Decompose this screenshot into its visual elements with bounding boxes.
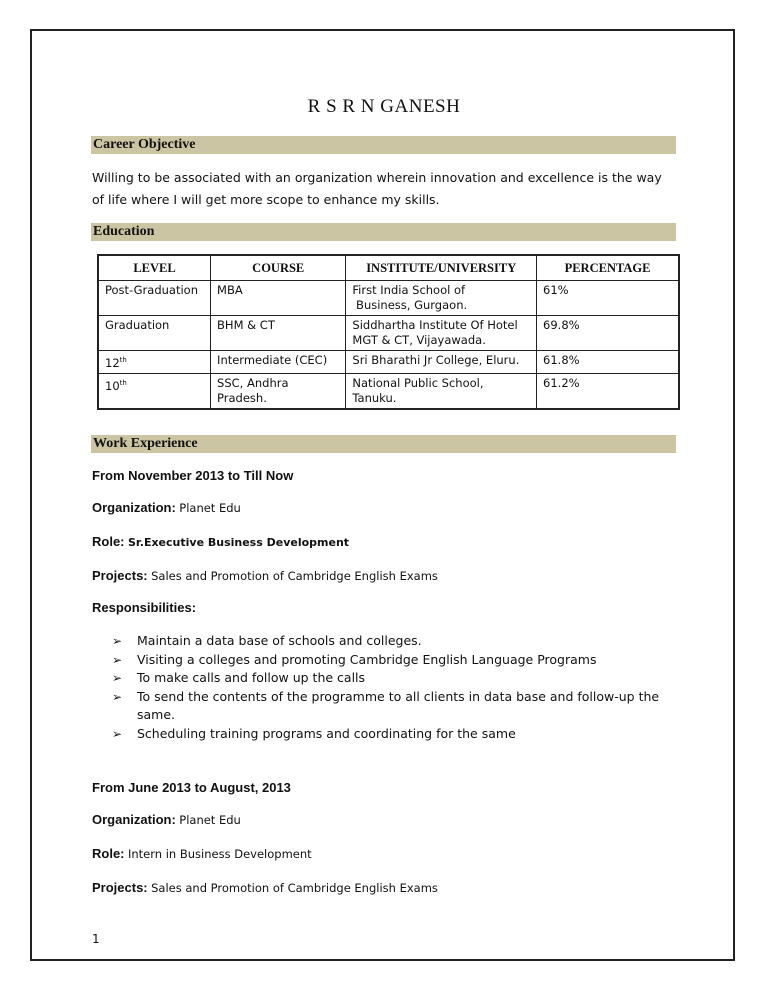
- institute-cell: First India School of Business, Gurgaon.: [346, 281, 537, 316]
- table-row: [98, 373, 679, 409]
- arrow-bullet-icon: ➢: [112, 652, 123, 667]
- percentage-cell: 61.2%: [537, 373, 679, 409]
- responsibilities-label: Responsibilities:: [92, 600, 197, 615]
- organization-label: Organization:: [92, 812, 176, 827]
- career-objective-heading: Career Objective: [91, 136, 676, 154]
- organization-value: Planet Edu: [179, 813, 241, 827]
- list-item: ➢ To send the contents of the programme to all clients in data base and follow-up the same.: [112, 688, 660, 722]
- job1-projects: [92, 568, 438, 583]
- col-header-level: LEVEL: [98, 255, 211, 281]
- level-cell: 10th: [98, 373, 211, 409]
- projects-value: Sales and Promotion of Cambridge English Exams: [151, 881, 438, 895]
- projects-label: Projects:: [92, 568, 148, 583]
- job1-role: [92, 534, 349, 549]
- level-cell: Post-Graduation: [98, 281, 211, 316]
- job2-projects: [92, 880, 438, 895]
- job1-period: From November 2013 to Till Now: [92, 468, 294, 483]
- job1-organization: [92, 500, 241, 515]
- list-item: ➢ Visiting a colleges and promoting Cambridge English Language Programs: [112, 651, 672, 670]
- institute-cell: National Public School, Tanuku.: [346, 373, 537, 409]
- col-header-institute: INSTITUTE/UNIVERSITY: [346, 255, 537, 281]
- education-table: [97, 254, 680, 410]
- projects-label: Projects:: [92, 880, 148, 895]
- list-item: ➢ Maintain a data base of schools and colleges.: [112, 632, 672, 651]
- percentage-cell: 61%: [537, 281, 679, 316]
- education-heading: Education: [91, 223, 676, 241]
- organization-label: Organization:: [92, 500, 176, 515]
- role-label: Role:: [92, 534, 125, 549]
- projects-value: Sales and Promotion of Cambridge English Exams: [151, 569, 438, 583]
- percentage-cell: 61.8%: [537, 351, 679, 374]
- arrow-bullet-icon: ➢: [112, 671, 123, 685]
- candidate-name: R S R N GANESH: [307, 96, 461, 117]
- arrow-bullet-icon: ➢: [112, 726, 123, 741]
- institute-cell: Siddhartha Institute Of Hotel MGT & CT, Vijayawada.: [346, 316, 537, 351]
- arrow-bullet-icon: ➢: [112, 689, 123, 704]
- col-header-course: COURSE: [211, 255, 346, 281]
- course-cell: BHM & CT: [211, 316, 346, 351]
- page-number: 1: [92, 932, 100, 946]
- job2-organization: [92, 812, 241, 827]
- course-cell: MBA: [211, 281, 346, 316]
- education-header-row: [98, 255, 679, 281]
- table-row: [98, 316, 679, 351]
- course-cell: Intermediate (CEC): [211, 351, 346, 374]
- work-experience-heading: Work Experience: [91, 435, 676, 453]
- arrow-bullet-icon: ➢: [112, 634, 123, 648]
- table-row: [98, 281, 679, 316]
- role-label: Role:: [92, 846, 125, 861]
- course-cell: SSC, Andhra Pradesh.: [211, 373, 346, 409]
- job2-period: From June 2013 to August, 2013: [92, 780, 291, 795]
- table-row: [98, 351, 679, 374]
- career-objective-text: Willing to be associated with an organization wherein innovation and excellence is the way of life where I will get more scope to enhance my skills.: [92, 170, 662, 207]
- responsibilities-list: [112, 632, 672, 743]
- percentage-cell: 69.8%: [537, 316, 679, 351]
- col-header-percentage: PERCENTAGE: [537, 255, 679, 281]
- level-cell: 12th: [98, 351, 211, 374]
- list-item: ➢ Scheduling training programs and coordinating for the same: [112, 725, 672, 744]
- level-cell: Graduation: [98, 316, 211, 351]
- role-value: Intern in Business Development: [127, 847, 312, 861]
- job2-role: [92, 846, 312, 861]
- institute-cell: Sri Bharathi Jr College, Eluru.: [346, 351, 537, 374]
- list-item: ➢ To make calls and follow up the calls: [112, 669, 672, 688]
- role-value: Sr.Executive Business Development: [127, 536, 350, 549]
- organization-value: Planet Edu: [179, 501, 241, 515]
